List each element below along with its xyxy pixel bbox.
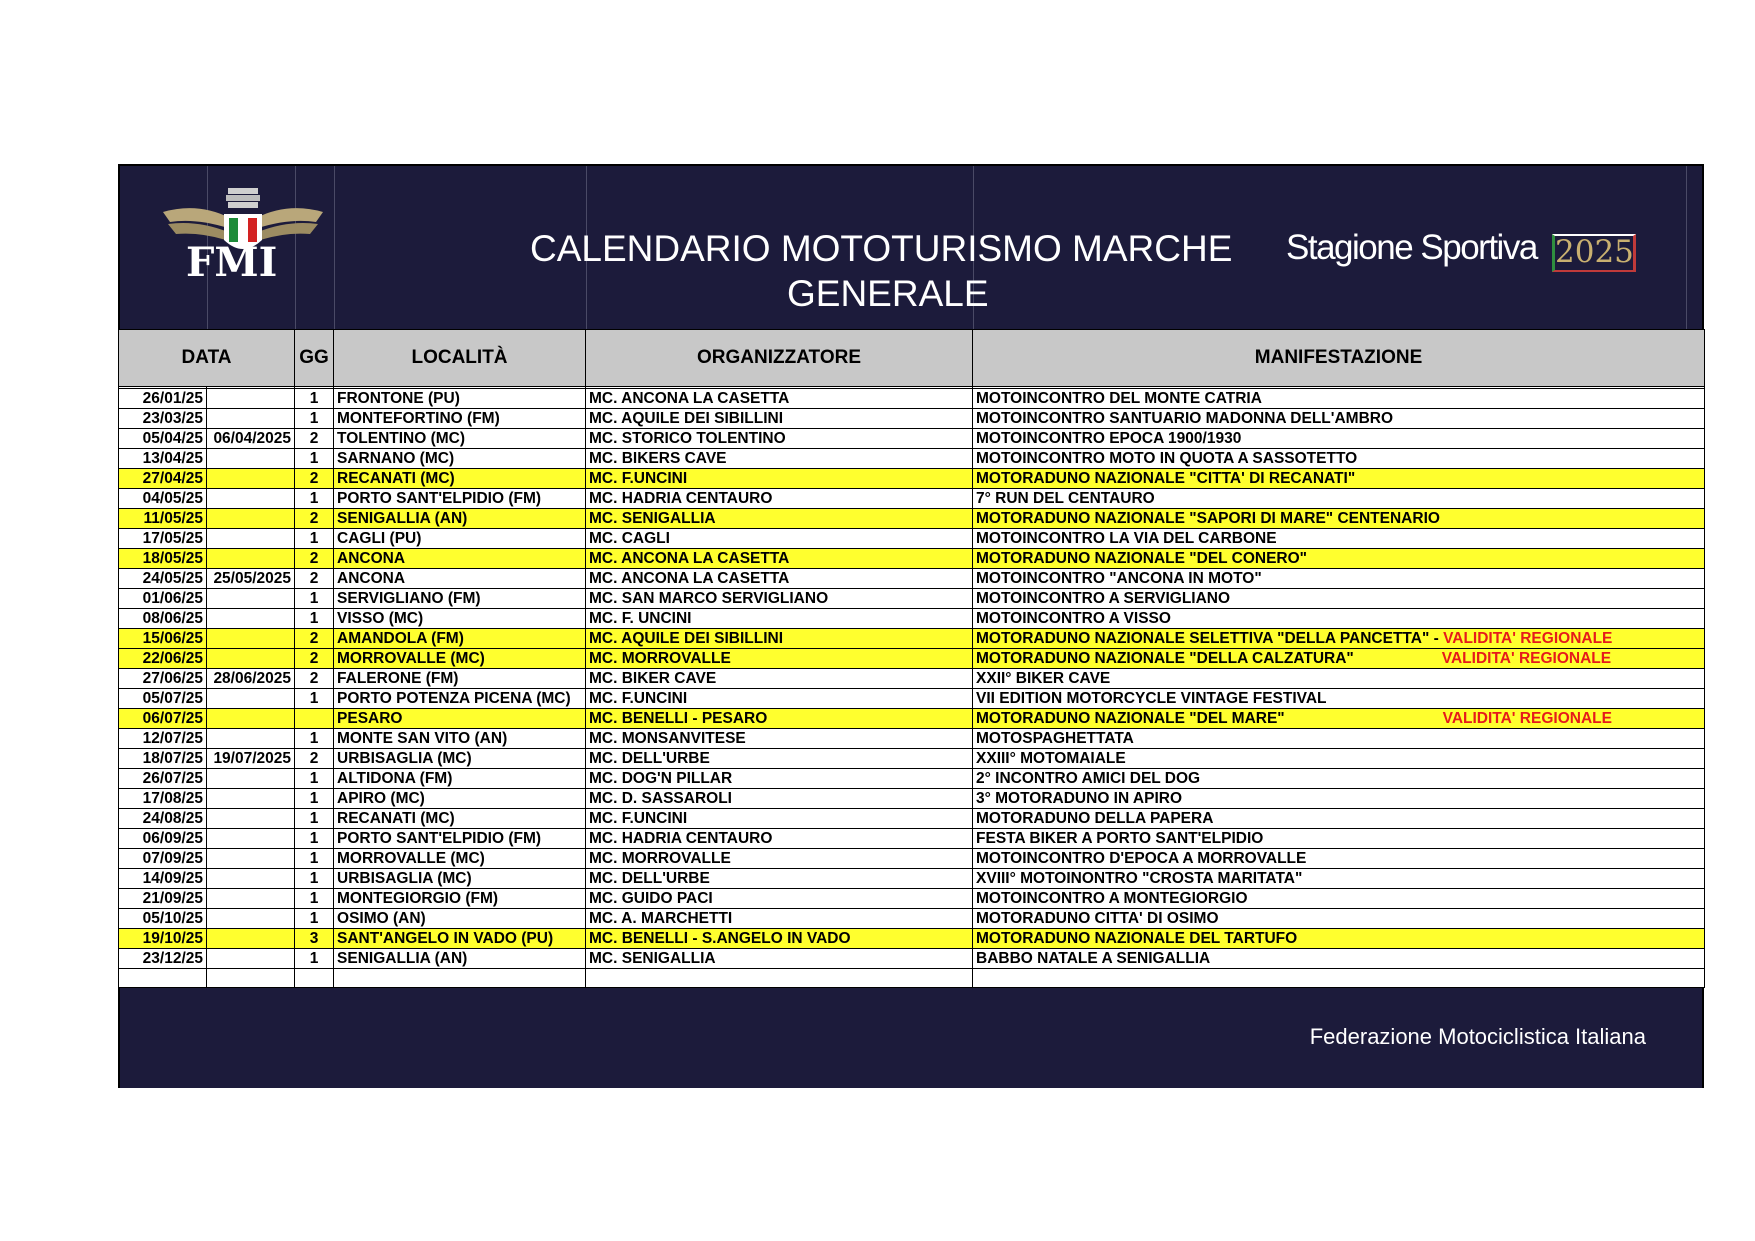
manifestazione-cell	[973, 889, 1705, 909]
gg-cell: 1	[295, 889, 334, 909]
date-end-cell	[207, 389, 295, 409]
date-start-cell: 24/08/25	[119, 809, 207, 829]
gg-cell: 1	[295, 809, 334, 829]
event-name: XXII° BIKER CAVE	[976, 669, 1111, 687]
organizzatore-cell: MC. A. MARCHETTI	[586, 909, 973, 929]
event-name: MOTORADUNO NAZIONALE "SAPORI DI MARE" CENTENARIO	[976, 509, 1440, 527]
event-name: MOTOINCONTRO D'EPOCA A MORROVALLE	[976, 849, 1307, 867]
svg-text:FMI: FMI	[186, 239, 278, 286]
empty-cell	[295, 969, 334, 988]
manifestazione-cell	[973, 649, 1705, 669]
organizzatore-cell: MC. GUIDO PACI	[586, 889, 973, 909]
event-name: MOTOINCONTRO A SERVIGLIANO	[976, 589, 1231, 607]
date-start-cell: 18/05/25	[119, 549, 207, 569]
date-start-cell: 12/07/25	[119, 729, 207, 749]
organizzatore-cell: MC. MORROVALLE	[586, 649, 973, 669]
localita-cell: SARNANO (MC)	[334, 449, 586, 469]
date-end-cell: 25/05/2025	[207, 569, 295, 589]
date-end-cell	[207, 769, 295, 789]
date-start-cell: 05/10/25	[119, 909, 207, 929]
gg-cell: 1	[295, 449, 334, 469]
gg-cell: 2	[295, 749, 334, 769]
localita-cell: OSIMO (AN)	[334, 909, 586, 929]
header-banner	[118, 164, 1704, 329]
date-start-cell: 19/10/25	[119, 929, 207, 949]
event-name: MOTORADUNO NAZIONALE "DEL CONERO"	[976, 549, 1308, 567]
date-end-cell	[207, 609, 295, 629]
date-start-cell: 05/04/25	[119, 429, 207, 449]
table-row	[119, 389, 1705, 409]
event-name: MOTORADUNO NAZIONALE "CITTA' DI RECANATI"	[976, 469, 1356, 487]
gg-cell: 1	[295, 729, 334, 749]
empty-cell	[207, 969, 295, 988]
event-name: VII EDITION MOTORCYCLE VINTAGE FESTIVAL	[976, 689, 1327, 707]
date-start-cell: 17/05/25	[119, 529, 207, 549]
event-name: MOTORADUNO NAZIONALE "DEL MARE"	[976, 709, 1285, 727]
date-end-cell	[207, 869, 295, 889]
date-end-cell	[207, 549, 295, 569]
organizzatore-cell: MC. AQUILE DEI SIBILLINI	[586, 629, 973, 649]
gg-cell: 3	[295, 929, 334, 949]
manifestazione-cell	[973, 389, 1705, 409]
manifestazione-cell	[973, 949, 1705, 969]
manifestazione-cell	[973, 569, 1705, 589]
gg-cell: 1	[295, 389, 334, 409]
table-row	[119, 729, 1705, 749]
organizzatore-cell: MC. SAN MARCO SERVIGLIANO	[586, 589, 973, 609]
events-table-body	[119, 387, 1705, 988]
organizzatore-cell: MC. CAGLI	[586, 529, 973, 549]
date-start-cell: 06/09/25	[119, 829, 207, 849]
events-table	[118, 329, 1705, 988]
calendar-sheet	[118, 164, 1704, 1088]
organizzatore-cell: MC. D. SASSAROLI	[586, 789, 973, 809]
gg-cell: 2	[295, 649, 334, 669]
manifestazione-cell	[973, 829, 1705, 849]
table-row	[119, 629, 1705, 649]
localita-cell: AMANDOLA (FM)	[334, 629, 586, 649]
empty-row	[119, 969, 1705, 988]
date-end-cell	[207, 469, 295, 489]
date-end-cell	[207, 649, 295, 669]
col-header-data: DATA	[119, 330, 295, 387]
event-name: MOTOINCONTRO MOTO IN QUOTA A SASSOTETTO	[976, 449, 1358, 467]
organizzatore-cell: MC. DOG'N PILLAR	[586, 769, 973, 789]
organizzatore-cell: MC. ANCONA LA CASETTA	[586, 549, 973, 569]
manifestazione-cell	[973, 809, 1705, 829]
date-end-cell	[207, 909, 295, 929]
fmi-logo-icon	[158, 184, 328, 299]
event-name: MOTORADUNO NAZIONALE SELETTIVA "DELLA PANCETTA" -	[976, 629, 1444, 647]
date-end-cell	[207, 509, 295, 529]
gg-cell: 2	[295, 569, 334, 589]
date-end-cell	[207, 409, 295, 429]
table-row	[119, 889, 1705, 909]
table-row	[119, 649, 1705, 669]
localita-cell: RECANATI (MC)	[334, 809, 586, 829]
organizzatore-cell: MC. BENELLI - S.ANGELO IN VADO	[586, 929, 973, 949]
manifestazione-cell	[973, 869, 1705, 889]
organizzatore-cell: MC. DELL'URBE	[586, 869, 973, 889]
manifestazione-cell	[973, 629, 1705, 649]
date-start-cell: 26/01/25	[119, 389, 207, 409]
footer-banner	[118, 988, 1704, 1088]
date-end-cell: 06/04/2025	[207, 429, 295, 449]
manifestazione-cell	[973, 849, 1705, 869]
col-header-manifestazione: MANIFESTAZIONE	[973, 330, 1705, 387]
localita-cell: SERVIGLIANO (FM)	[334, 589, 586, 609]
table-row	[119, 489, 1705, 509]
date-end-cell: 19/07/2025	[207, 749, 295, 769]
organizzatore-cell: MC. F.UNCINI	[586, 809, 973, 829]
organizzatore-cell: MC. BIKER CAVE	[586, 669, 973, 689]
table-row	[119, 709, 1705, 729]
date-start-cell: 23/12/25	[119, 949, 207, 969]
gg-cell: 2	[295, 629, 334, 649]
event-name: MOTORADUNO DELLA PAPERA	[976, 809, 1214, 827]
date-end-cell: 28/06/2025	[207, 669, 295, 689]
manifestazione-cell	[973, 469, 1705, 489]
organizzatore-cell: MC. SENIGALLIA	[586, 509, 973, 529]
event-name: MOTOINCONTRO A MONTEGIORGIO	[976, 889, 1248, 907]
date-start-cell: 27/04/25	[119, 469, 207, 489]
gg-cell: 2	[295, 429, 334, 449]
date-end-cell	[207, 589, 295, 609]
gg-cell: 1	[295, 489, 334, 509]
localita-cell: MONTE SAN VITO (AN)	[334, 729, 586, 749]
organizzatore-cell: MC. BENELLI - PESARO	[586, 709, 973, 729]
organizzatore-cell: MC. ANCONA LA CASETTA	[586, 389, 973, 409]
table-row	[119, 429, 1705, 449]
gg-cell: 1	[295, 609, 334, 629]
date-start-cell: 08/06/25	[119, 609, 207, 629]
gg-cell: 1	[295, 869, 334, 889]
localita-cell: ANCONA	[334, 569, 586, 589]
organizzatore-cell: MC. MORROVALLE	[586, 849, 973, 869]
event-name: MOTOINCONTRO SANTUARIO MADONNA DELL'AMBRO	[976, 409, 1394, 427]
event-name: MOTORADUNO NAZIONALE "DELLA CALZATURA"	[976, 649, 1354, 667]
gg-cell: 1	[295, 789, 334, 809]
date-start-cell: 26/07/25	[119, 769, 207, 789]
organizzatore-cell: MC. ANCONA LA CASETTA	[586, 569, 973, 589]
organizzatore-cell: MC. F. UNCINI	[586, 609, 973, 629]
event-name: MOTOINCONTRO DEL MONTE CATRIA	[976, 389, 1262, 407]
date-start-cell: 14/09/25	[119, 869, 207, 889]
date-end-cell	[207, 449, 295, 469]
date-end-cell	[207, 929, 295, 949]
col-header-organizzatore: ORGANIZZATORE	[586, 330, 973, 387]
event-name: MOTOINCONTRO LA VIA DEL CARBONE	[976, 529, 1277, 547]
organizzatore-cell: MC. SENIGALLIA	[586, 949, 973, 969]
organizzatore-cell: MC. HADRIA CENTAURO	[586, 829, 973, 849]
manifestazione-cell	[973, 529, 1705, 549]
organizzatore-cell: MC. HADRIA CENTAURO	[586, 489, 973, 509]
manifestazione-cell	[973, 429, 1705, 449]
validity-note: VALIDITA' REGIONALE	[1443, 629, 1613, 647]
localita-cell: MORROVALLE (MC)	[334, 849, 586, 869]
table-row	[119, 409, 1705, 429]
localita-cell: PORTO SANT'ELPIDIO (FM)	[334, 489, 586, 509]
date-end-cell	[207, 829, 295, 849]
date-start-cell: 11/05/25	[119, 509, 207, 529]
localita-cell: MORROVALLE (MC)	[334, 649, 586, 669]
date-end-cell	[207, 849, 295, 869]
event-name: MOTOSPAGHETTATA	[976, 729, 1134, 747]
manifestazione-cell	[973, 769, 1705, 789]
page-subtitle: GENERALE	[787, 273, 989, 314]
manifestazione-cell	[973, 929, 1705, 949]
manifestazione-cell	[973, 509, 1705, 529]
localita-cell: URBISAGLIA (MC)	[334, 749, 586, 769]
table-row	[119, 769, 1705, 789]
season-year-badge: 2025	[1552, 234, 1636, 272]
event-name: MOTOINCONTRO "ANCONA IN MOTO"	[976, 569, 1262, 587]
date-start-cell: 13/04/25	[119, 449, 207, 469]
empty-cell	[586, 969, 973, 988]
event-name: MOTORADUNO CITTA' DI OSIMO	[976, 909, 1219, 927]
localita-cell: MONTEFORTINO (FM)	[334, 409, 586, 429]
gg-cell: 2	[295, 669, 334, 689]
date-end-cell	[207, 809, 295, 829]
organizzatore-cell: MC. AQUILE DEI SIBILLINI	[586, 409, 973, 429]
date-end-cell	[207, 689, 295, 709]
date-start-cell: 15/06/25	[119, 629, 207, 649]
gg-cell: 1	[295, 949, 334, 969]
event-name: 3° MOTORADUNO IN APIRO	[976, 789, 1183, 807]
footer-org-name: Federazione Motociclistica Italiana	[1309, 1024, 1646, 1049]
localita-cell: RECANATI (MC)	[334, 469, 586, 489]
organizzatore-cell: MC. F.UNCINI	[586, 469, 973, 489]
date-end-cell	[207, 949, 295, 969]
gg-cell: 1	[295, 409, 334, 429]
gg-cell: 2	[295, 469, 334, 489]
table-row	[119, 909, 1705, 929]
date-start-cell: 24/05/25	[119, 569, 207, 589]
localita-cell: PORTO SANT'ELPIDIO (FM)	[334, 829, 586, 849]
table-row	[119, 569, 1705, 589]
gg-cell: 2	[295, 549, 334, 569]
manifestazione-cell	[973, 449, 1705, 469]
gg-cell: 1	[295, 689, 334, 709]
event-name: 7° RUN DEL CENTAURO	[976, 489, 1155, 507]
event-name: MOTOINCONTRO A VISSO	[976, 609, 1171, 627]
date-end-cell	[207, 489, 295, 509]
manifestazione-cell	[973, 549, 1705, 569]
gg-cell: 1	[295, 909, 334, 929]
manifestazione-cell	[973, 709, 1705, 729]
date-start-cell: 23/03/25	[119, 409, 207, 429]
localita-cell: CAGLI (PU)	[334, 529, 586, 549]
localita-cell: FALERONE (FM)	[334, 669, 586, 689]
col-header-gg: GG	[295, 330, 334, 387]
date-start-cell: 17/08/25	[119, 789, 207, 809]
localita-cell: VISSO (MC)	[334, 609, 586, 629]
col-header-localita: LOCALITÀ	[334, 330, 586, 387]
table-row	[119, 849, 1705, 869]
table-row	[119, 869, 1705, 889]
event-name: 2° INCONTRO AMICI DEL DOG	[976, 769, 1201, 787]
localita-cell: PORTO POTENZA PICENA (MC)	[334, 689, 586, 709]
localita-cell: TOLENTINO (MC)	[334, 429, 586, 449]
date-start-cell: 27/06/25	[119, 669, 207, 689]
gg-cell: 1	[295, 529, 334, 549]
event-name: MOTORADUNO NAZIONALE DEL TARTUFO	[976, 929, 1298, 947]
table-row	[119, 689, 1705, 709]
gg-cell: 1	[295, 769, 334, 789]
table-row	[119, 749, 1705, 769]
manifestazione-cell	[973, 669, 1705, 689]
date-end-cell	[207, 709, 295, 729]
table-row	[119, 509, 1705, 529]
organizzatore-cell: MC. STORICO TOLENTINO	[586, 429, 973, 449]
date-start-cell: 01/06/25	[119, 589, 207, 609]
table-row	[119, 449, 1705, 469]
date-start-cell: 06/07/25	[119, 709, 207, 729]
date-end-cell	[207, 629, 295, 649]
empty-cell	[119, 969, 207, 988]
table-row	[119, 549, 1705, 569]
season-label: Stagione Sportiva	[1286, 228, 1537, 267]
manifestazione-cell	[973, 409, 1705, 429]
localita-cell: ALTIDONA (FM)	[334, 769, 586, 789]
localita-cell: FRONTONE (PU)	[334, 389, 586, 409]
date-start-cell: 05/07/25	[119, 689, 207, 709]
date-end-cell	[207, 789, 295, 809]
date-start-cell: 22/06/25	[119, 649, 207, 669]
table-row	[119, 669, 1705, 689]
table-row	[119, 829, 1705, 849]
organizzatore-cell: MC. F.UNCINI	[586, 689, 973, 709]
event-name: XXIII° MOTOMAIALE	[976, 749, 1126, 767]
localita-cell: SANT'ANGELO IN VADO (PU)	[334, 929, 586, 949]
event-name: MOTOINCONTRO EPOCA 1900/1930	[976, 429, 1242, 447]
gg-cell	[295, 709, 334, 729]
gg-cell: 1	[295, 589, 334, 609]
localita-cell: URBISAGLIA (MC)	[334, 869, 586, 889]
validity-note: VALIDITA' REGIONALE	[1442, 709, 1612, 727]
date-start-cell: 21/09/25	[119, 889, 207, 909]
localita-cell: PESARO	[334, 709, 586, 729]
table-row	[119, 789, 1705, 809]
table-row	[119, 529, 1705, 549]
table-row	[119, 809, 1705, 829]
date-start-cell: 04/05/25	[119, 489, 207, 509]
table-row	[119, 589, 1705, 609]
manifestazione-cell	[973, 489, 1705, 509]
date-end-cell	[207, 729, 295, 749]
localita-cell: MONTEGIORGIO (FM)	[334, 889, 586, 909]
table-row	[119, 469, 1705, 489]
page-title: CALENDARIO MOTOTURISMO MARCHE	[530, 228, 1233, 269]
localita-cell: ANCONA	[334, 549, 586, 569]
manifestazione-cell	[973, 909, 1705, 929]
empty-cell	[334, 969, 586, 988]
localita-cell: APIRO (MC)	[334, 789, 586, 809]
date-end-cell	[207, 889, 295, 909]
manifestazione-cell	[973, 689, 1705, 709]
localita-cell: SENIGALLIA (AN)	[334, 949, 586, 969]
organizzatore-cell: MC. BIKERS CAVE	[586, 449, 973, 469]
manifestazione-cell	[973, 749, 1705, 769]
validity-note: VALIDITA' REGIONALE	[1441, 649, 1612, 667]
event-name: XVIII° MOTOINONTRO "CROSTA MARITATA"	[976, 869, 1303, 887]
manifestazione-cell	[973, 789, 1705, 809]
table-row	[119, 949, 1705, 969]
gg-cell: 2	[295, 509, 334, 529]
localita-cell: SENIGALLIA (AN)	[334, 509, 586, 529]
date-end-cell	[207, 529, 295, 549]
manifestazione-cell	[973, 609, 1705, 629]
manifestazione-cell	[973, 729, 1705, 749]
gg-cell: 1	[295, 849, 334, 869]
gg-cell: 1	[295, 829, 334, 849]
event-name: BABBO NATALE A SENIGALLIA	[976, 949, 1211, 967]
organizzatore-cell: MC. MONSANVITESE	[586, 729, 973, 749]
manifestazione-cell	[973, 589, 1705, 609]
date-start-cell: 07/09/25	[119, 849, 207, 869]
table-row	[119, 609, 1705, 629]
organizzatore-cell: MC. DELL'URBE	[586, 749, 973, 769]
event-name: FESTA BIKER A PORTO SANT'ELPIDIO	[976, 829, 1264, 847]
date-start-cell: 18/07/25	[119, 749, 207, 769]
empty-cell	[973, 969, 1705, 988]
table-row	[119, 929, 1705, 949]
